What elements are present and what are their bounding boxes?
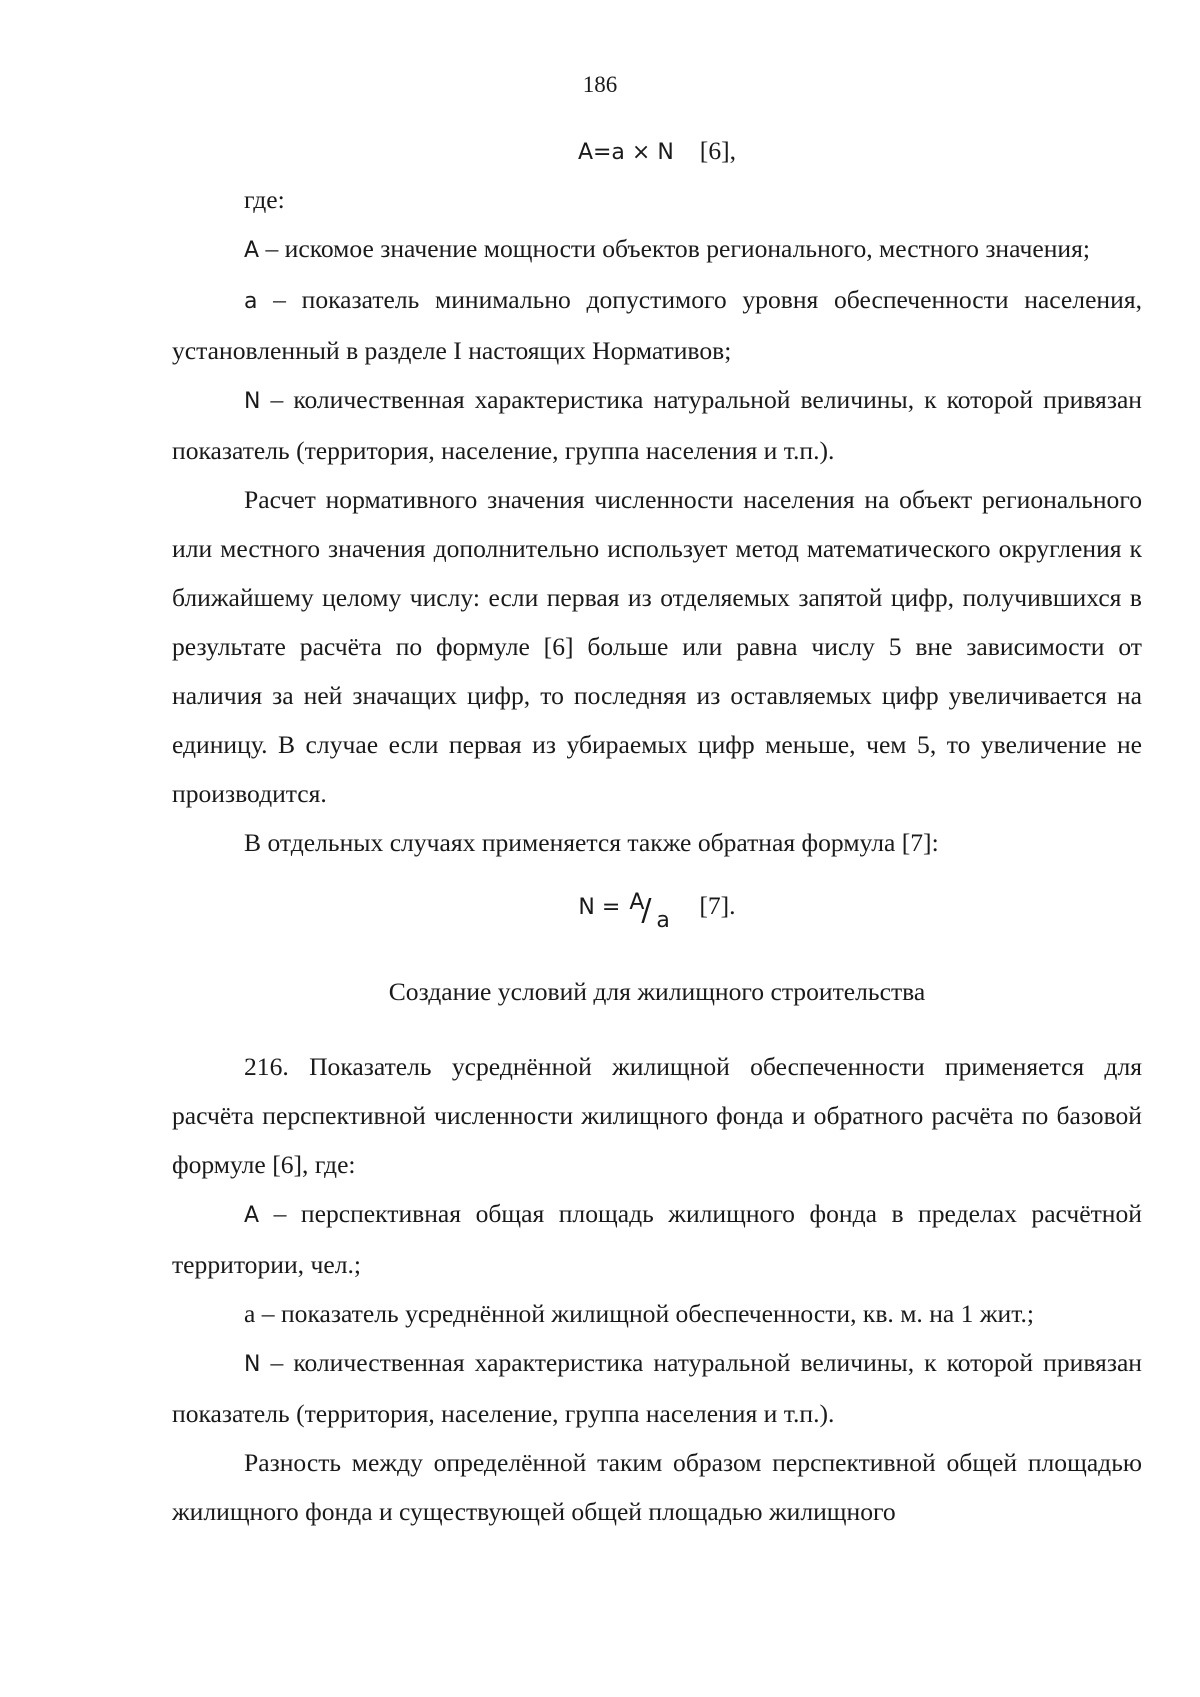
paragraph-rounding: Расчет нормативного значения численности населения на объект регионального или местного значения дополнительно использует метод математического округления к ближайшему целому числу: если первая из отделяемых запятой цифр, получившихся в результате расчёта по формуле [6] больше или равна числу 5 вне зависимости от наличия за ней значащих цифр, то последняя из оставляемых цифр увеличивается на единицу. В случае если первая из убираемых цифр меньше, чем 5, то увеличение не производится. [172, 485, 1142, 808]
definition-2-N-dash: – [260, 1348, 294, 1377]
paragraph-inverse-formula: В отдельных случаях применяется также обратная формула [7]: [244, 828, 939, 857]
definition-A-text: искомое значение мощности объектов регионального, местного значения; [284, 234, 1090, 263]
definition-2-a-text: показатель усреднённой жилищной обеспеченности, кв. м. на 1 жит.; [280, 1299, 1035, 1328]
definition-A-symbol: A [244, 238, 260, 263]
formula-7 [172, 881, 1142, 941]
definition-N-dash: – [260, 385, 294, 414]
formula-7-ref: [7]. [699, 891, 736, 920]
definition-A [172, 224, 1142, 275]
formula-7-denominator: a [656, 908, 670, 933]
definition-2-A-text: перспективная общая площадь жилищного фонда в пределах расчётной территории, чел.; [172, 1199, 1143, 1279]
paragraph-216: 216. Показатель усреднённой жилищной обеспеченности применяется для расчёта перспективной численности жилищного фонда и обратного расчёта по базовой формуле [6], где: [172, 1052, 1142, 1179]
definition-2-a-symbol: a [244, 1299, 256, 1328]
definition-a-text: показатель минимально допустимого уровня обеспеченности населения, установленный в разделе I настоящих Нормативов; [172, 285, 1142, 365]
where-label: где: [244, 185, 285, 214]
formula-7-lhs: N = [578, 895, 628, 920]
definition-2-N-symbol: N [244, 1352, 261, 1377]
definition-a [172, 275, 1142, 375]
page-number: 186 [582, 72, 618, 97]
formula-6-ref: [6], [699, 136, 737, 165]
formula-6-expression: A=a × N [577, 140, 674, 165]
definition-2-N [172, 1338, 1142, 1438]
definition-2-A-symbol: A [244, 1203, 260, 1228]
definition-2-N-text: количественная характеристика натуральной величины, к которой привязан показатель (территория, население, группа населения и т.п.). [172, 1348, 1142, 1428]
definition-N-symbol: N [244, 389, 261, 414]
definition-A-dash: – [259, 234, 285, 263]
formula-7-numerator: A [629, 890, 645, 915]
formula-7-slash: / [641, 893, 652, 928]
definition-a-symbol: a [244, 289, 258, 314]
definition-2-a-dash: – [255, 1299, 281, 1328]
definition-2-a [172, 1289, 1142, 1338]
formula-6 [172, 126, 1142, 175]
section-title: Создание условий для жилищного строительства [388, 977, 926, 1006]
page-content [172, 126, 1142, 1536]
formula-7-fraction [627, 884, 673, 933]
paragraph-difference: Разность между определённой таким образом перспективной общей площадью жилищного фонда и существующей общей площадью жилищного [172, 1448, 1142, 1526]
definition-a-dash: – [257, 285, 302, 314]
definition-N-text: количественная характеристика натуральной величины, к которой привязан показатель (территория, население, группа населения и т.п.). [172, 385, 1142, 465]
definition-N [172, 375, 1142, 475]
definition-2-A-dash: – [259, 1199, 301, 1228]
definition-2-A [172, 1189, 1142, 1289]
